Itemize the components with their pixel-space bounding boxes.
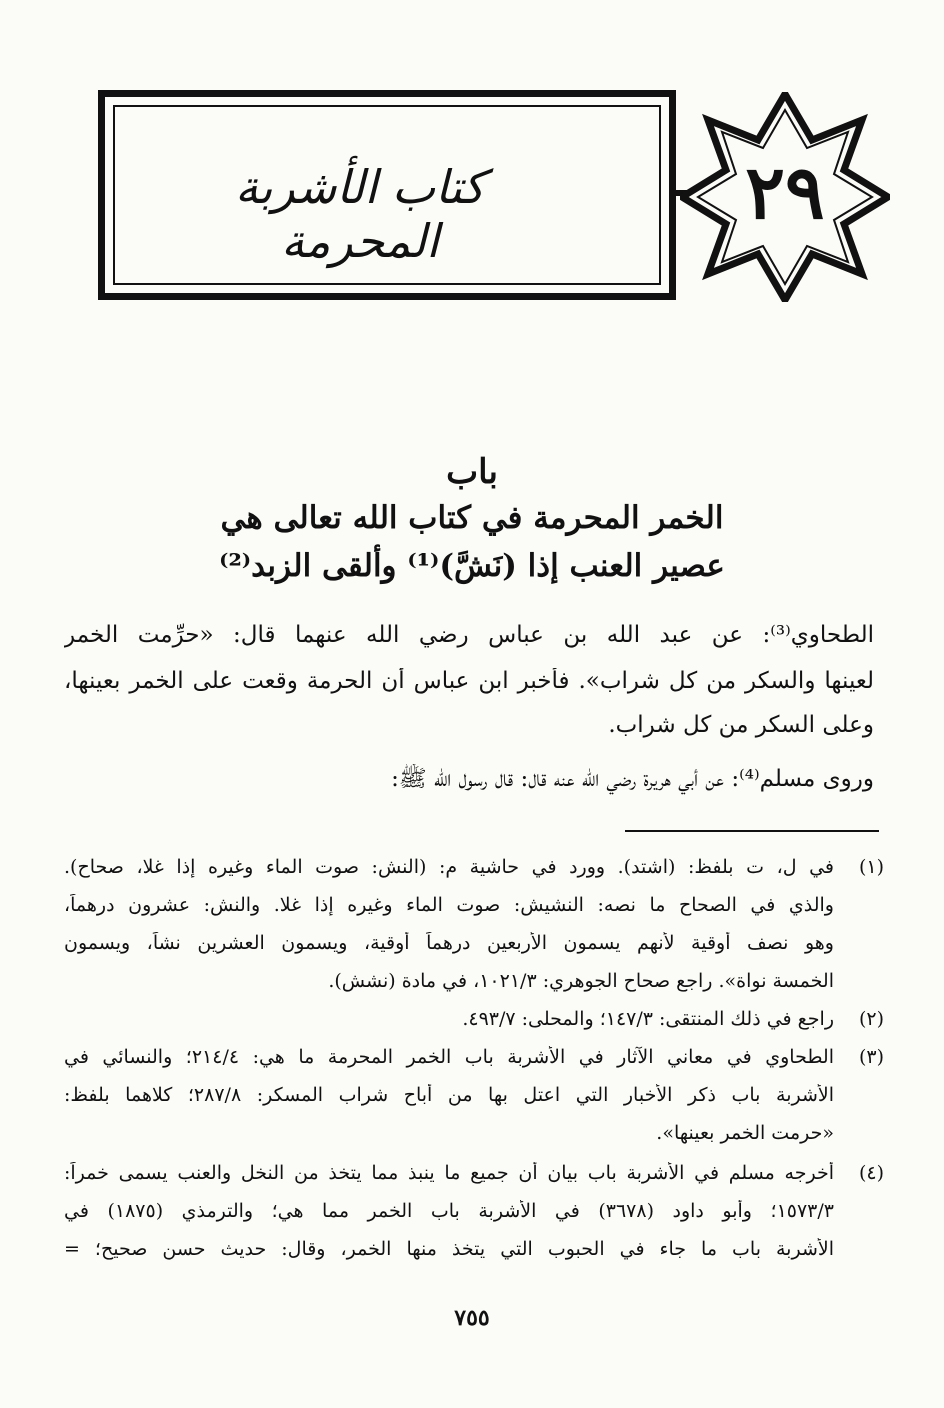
footnote-line: في ل، ت بلفظ: (اشتد). وورد في حاشية م: (النش: صوت الماء وغيره إذا غلا، صحاح). xyxy=(64,856,834,878)
footnote-line: أخرجه مسلم في الأشربة باب بيان أن جميع ما ينبذ مما يتخذ من النخل والعنب يسمى خمراً: xyxy=(64,1162,834,1184)
footnote-line: «حرمت الخمر بعينها». xyxy=(656,1122,834,1144)
chapter-heading-line1: الخمر المحرمة في كتاب الله تعالى هي xyxy=(220,500,724,536)
footnote-separator xyxy=(625,830,879,832)
footnote-line: الطحاوي في معاني الآثار في الأشربة باب الخمر المحرمة ما هي: ٢١٤/٤؛ والنسائي في xyxy=(64,1046,834,1068)
body-line: الطحاوي⁽³⁾: عن عبد الله بن عباس رضي الله عنهما قال: «حرِّمت الخمر xyxy=(64,622,874,648)
footnote-line: ١٥٧٣/٣؛ وأبو داود (٣٦٧٨) في الأشربة باب الخمر مما هي؛ والترمذي (١٨٧٥) في xyxy=(64,1200,834,1222)
chapter-heading-line2: عصير العنب إذا (نَشَّ)⁽¹⁾ وألقى الزبد⁽²⁾ xyxy=(219,548,725,584)
body-line: وروى مسلم⁽⁴⁾: عن أبي هريرة رضي الله عنه قال: قال رسول الله ﷺ: xyxy=(391,766,874,792)
footnote-line: والذي في الصحاح ما نصه: النشيش: صوت الماء وغيره إذا غلا. والنش: عشرون درهماً، xyxy=(64,894,834,916)
footnote-line: الخمسة نواة». راجع صحاح الجوهري: ١٠٢١/٣، في مادة (نشش). xyxy=(328,970,834,992)
body-line: وعلى السكر من كل شراب. xyxy=(608,712,874,738)
chapter-number: ٢٩ xyxy=(745,150,825,236)
footnote-line: وهو نصف أوقية لأنهم يسمون الأربعين درهماً أوقية، ويسمون العشرين نشاً، ويسمون xyxy=(64,932,834,954)
footnote-number: (٢) xyxy=(858,1008,884,1030)
footnote-line: الأشربة باب ما جاء في الحبوب التي يتخذ منها الخمر، وقال: حديث حسن صحيح؛ = xyxy=(64,1238,834,1260)
book-title: كتاب الأشربة المحرمة xyxy=(235,160,485,268)
footnote-line: راجع في ذلك المنتقى: ١٤٧/٣؛ والمحلى: ٤٩٣/٧. xyxy=(462,1008,834,1030)
page-number: ٧٥٥ xyxy=(454,1305,490,1331)
footnote-number: (٤) xyxy=(858,1162,884,1184)
footnote-number: (١) xyxy=(858,856,884,878)
bab-heading: باب xyxy=(446,452,498,492)
footnote-number: (٣) xyxy=(858,1046,884,1068)
footnote-line: الأشربة باب ذكر الأخبار التي اعتل بها من أباح شراب المسكر: ٢٨٧/٨؛ كلاهما بلفظ: xyxy=(64,1084,834,1106)
body-line: لعينها والسكر من كل شراب». فأخبر ابن عباس أن الحرمة وقعت على الخمر بعينها، xyxy=(64,668,874,694)
